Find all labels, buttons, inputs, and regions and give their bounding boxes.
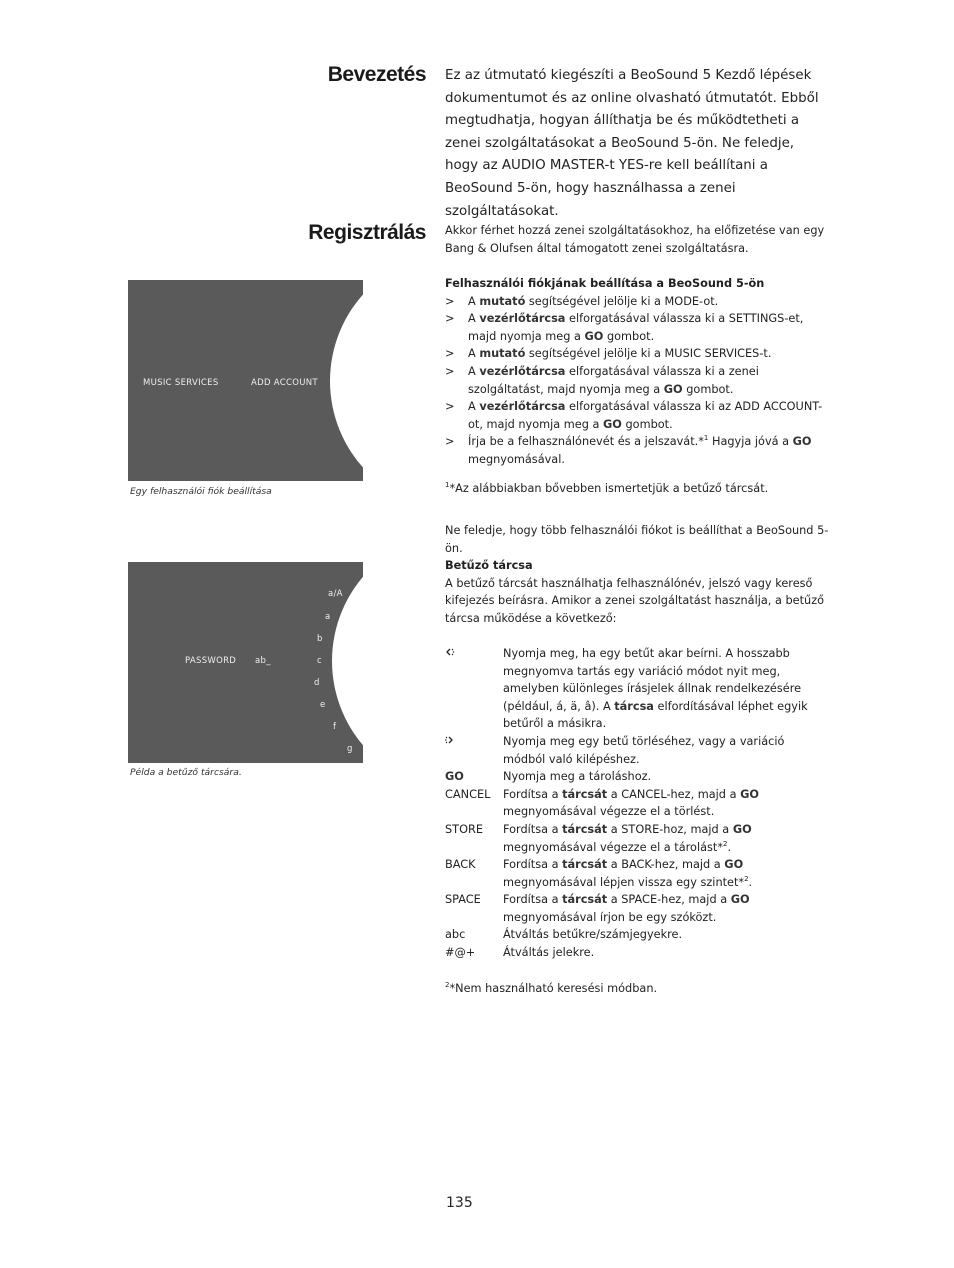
dial-function-description [503,944,830,962]
dial-function-description-part: a BACK-hez, majd a [607,858,725,872]
dial-function-description [503,926,830,944]
registration-text: Akkor férhet hozzá zenei szolgáltatásokhoz, ha előfizetése van egy Bang & Olufsen által támogatott zenei szolgáltatásra. [445,224,825,255]
step-text-part: Írja be a felhasználónevét és a jelszavát.* [468,435,704,449]
step-text-part: segítségével jelölje ki a MODE-ot. [525,294,719,308]
step-text [468,310,830,345]
dial-function-row [445,856,830,891]
dial-function-row [445,821,830,856]
dial-letter: c [317,656,322,666]
dial-function-description [503,768,830,786]
account-setup-step [445,363,830,398]
account-setup-step [445,398,830,433]
dial-function-description-part: megnyomásával írjon be egy szóközt. [503,910,717,924]
dial-function-description [503,821,830,856]
dial-function-row [445,768,830,786]
dial-function-description [503,891,830,926]
dial-function-description-part: elfordításával léphet egyik betűről a másikra. [503,699,808,731]
dial-function-description [503,645,830,733]
dial-function-description-part: megnyomásával lépjen vissza egy szintet* [503,875,745,889]
step-text-part: elforgatásával válassza ki a zenei szolgáltatást, majd nyomja meg a [468,364,759,396]
step-text-part: gombot. [603,329,655,343]
account-setup-step [445,345,830,363]
dial-function-description-part: a CANCEL-hez, majd a [607,787,741,801]
step-text-part: vezérlőtárcsa [479,312,566,326]
dial-function-description-part: tárcsát [562,858,608,872]
dial-letter: f [333,722,337,732]
account-setup-step [445,293,830,311]
intro-paragraph: Ez az útmutató kiegészíti a BeoSound 5 Kezdő lépések dokumentumot és az online olvasható útmutatót. Ebből megtudhatja, hogyan állíthatja be és működtetheti a zenei szolgáltatásokat a BeoSound 5-ön. Ne feledje, hogy az AUDIO MASTER-t YES-re kell beállítani a BeoSound 5-ön, hogy használhassa a zenei szolgáltatásokat. [445,68,819,219]
footnote-2-text: *Nem használható keresési módban. [449,982,658,995]
dial-function-description-part: GO [730,893,750,907]
step-text-part: A [468,312,480,326]
account-setup-screen [128,280,363,481]
dial-function-row [445,891,830,926]
left-arrow-icon [445,645,503,733]
footnote-1 [445,480,830,498]
footnote-1-text: *Az alábbiakban bővebben ismertetjük a betűző tárcsát. [449,482,769,495]
step-text-part: segítségével jelölje ki a MUSIC SERVICES-t. [525,347,772,361]
dial-function-description-part: Nyomja meg a tároláshoz. [503,770,652,784]
dial-function-description-part: Fordítsa a [503,822,563,836]
dial-function-key: abc [445,928,466,942]
step-text-part: Hagyja jóvá a [708,435,793,449]
footnote-2-mark: 2 [445,981,450,990]
page-number: 135 [446,1195,473,1211]
dial-function-description-part: Fordítsa a [503,893,563,907]
step-text-part: A [468,400,480,414]
dial-function-description-part: tárcsát [562,822,608,836]
dial-letter: e [320,700,326,710]
step-text [468,345,830,363]
step-text-part: GO [603,417,622,431]
footnote-2 [445,980,830,998]
step-text [468,398,830,433]
dial-letter: d [314,678,320,688]
password-value: ab_ [255,656,271,666]
step-text [468,363,830,398]
step-text-part: A [468,294,480,308]
letter-dial-caption: Példa a betűző tárcsára. [130,767,242,778]
letter-dial-screen [128,562,363,763]
step-text-part: GO [663,382,683,396]
dial-letter: b [317,634,323,644]
dial-function-description-part: 2 [723,839,728,848]
dial-function-description-part: Fordítsa a [503,858,563,872]
step-text-part: A [468,364,480,378]
account-setup-caption: Egy felhasználói fiók beállítása [130,486,272,497]
dial-section [445,557,830,962]
dial-function-description-part: Nyomja meg, ha egy betűt akar beírni. A hosszabb megnyomva tartás egy variáció módot nyit meg, amelyben különleges írásjelek állnak rendelkezésére (például, á, ä, â). A [503,646,802,713]
dial-function-key: #@+ [445,946,476,960]
dial-function-row [445,733,830,768]
dial-function-description-part: megnyomásával végezze el a törlést. [503,805,715,819]
step-text [468,293,830,311]
step-text-part: GO [584,329,604,343]
step-text-part: vezérlőtárcsa [479,364,566,378]
step-marker: > [445,435,455,449]
account-setup-steps [445,293,830,469]
step-text [468,433,830,468]
dial-function-key: CANCEL [445,787,491,801]
add-account-label: ADD ACCOUNT [251,378,318,388]
dial-letter: a/A [328,589,343,599]
footnote-1-mark: 1 [445,481,450,490]
step-text-part: elforgatásával válassza ki az ADD ACCOUNT-ot, majd nyomja meg a [468,400,823,431]
dial-function-description-part: Fordítsa a [503,787,563,801]
dial-letter: g [347,744,353,754]
step-marker: > [445,312,455,326]
dial-function-description-part: a STORE-hoz, majd a [607,822,733,836]
dial-function-description-part: tárcsát [562,893,608,907]
dial-function-description-part: Átváltás jelekre. [503,946,595,960]
dial-function-description-part: GO [724,858,744,872]
dial-function-description-part: GO [732,822,752,836]
right-arrow-icon [445,733,503,768]
dial-function-description-part: GO [740,787,759,801]
dial-subheading: Betűző tárcsa [445,559,533,572]
step-text-part: 1 [703,434,709,443]
dial-function-description [503,786,830,821]
account-setup-subheading: Felhasználói fiókjának beállítása a BeoSound 5-ön [445,277,765,290]
dial-function-description-part: Nyomja meg egy betű törléséhez, vagy a variáció módból való kilépéshez. [503,734,785,766]
heading-bevezetes: Bevezetés [327,63,426,86]
step-marker: > [445,294,455,308]
dial-function-row [445,786,830,821]
dial-function-row [445,944,830,962]
dial-function-description-part: tárcsát [562,787,608,801]
dial-function-key: SPACE [445,893,481,907]
music-services-label: MUSIC SERVICES [143,378,219,388]
step-text-part: vezérlőtárcsa [479,400,566,414]
dial-function-description-part: 2 [744,874,749,883]
dial-function-key: BACK [445,858,476,872]
dial-function-key: STORE [445,822,483,836]
dial-function-description [503,733,830,768]
dial-function-description-part: megnyomásával végezze el a tárolást* [503,840,723,854]
dial-function-row [445,926,830,944]
dial-letter: a [325,612,331,622]
dial-text: A betűző tárcsát használhatja felhasználónév, jelszó vagy kereső kifejezés beírásra. Amikor a zenei szolgáltatást használja, a betűző tárcsa működése a következő: [445,576,825,625]
step-marker: > [445,347,455,361]
step-text-part: megnyomásával. [468,452,565,466]
dial-function-description-part: Átváltás betűkre/számjegyekre. [503,928,683,942]
step-text-part: gombot. [682,382,734,396]
multi-account-note [445,522,830,557]
dial-function-key: GO [445,770,464,784]
step-marker: > [445,364,455,378]
dial-function-row [445,645,830,733]
account-setup-step [445,310,830,345]
heading-regisztralas: Regisztrálás [308,221,426,244]
dial-function-description-part: tárcsa [614,699,654,713]
account-setup-step [445,433,830,468]
dial-function-description-part: a SPACE-hez, majd a [607,893,731,907]
password-label: PASSWORD [185,656,237,666]
screen-arc [330,280,363,481]
step-text-part: GO [792,435,812,449]
account-setup-section [445,275,830,469]
step-text-part: mutató [479,294,526,308]
step-marker: > [445,400,455,414]
step-text-part: mutató [479,347,526,361]
multi-account-note-text: Ne feledje, hogy több felhasználói fiókot is beállíthat a BeoSound 5-ön. [445,524,829,555]
dial-function-description-part: . [727,840,732,854]
step-text-part: elforgatásával válassza ki a SETTINGS-et, majd nyomja meg a [468,312,804,343]
dial-function-description [503,856,830,891]
step-text-part: gombot. [621,417,673,431]
registration-intro [445,222,830,257]
step-text-part: A [468,347,480,361]
dial-function-list [445,645,830,962]
dial-function-description-part: . [748,875,753,889]
